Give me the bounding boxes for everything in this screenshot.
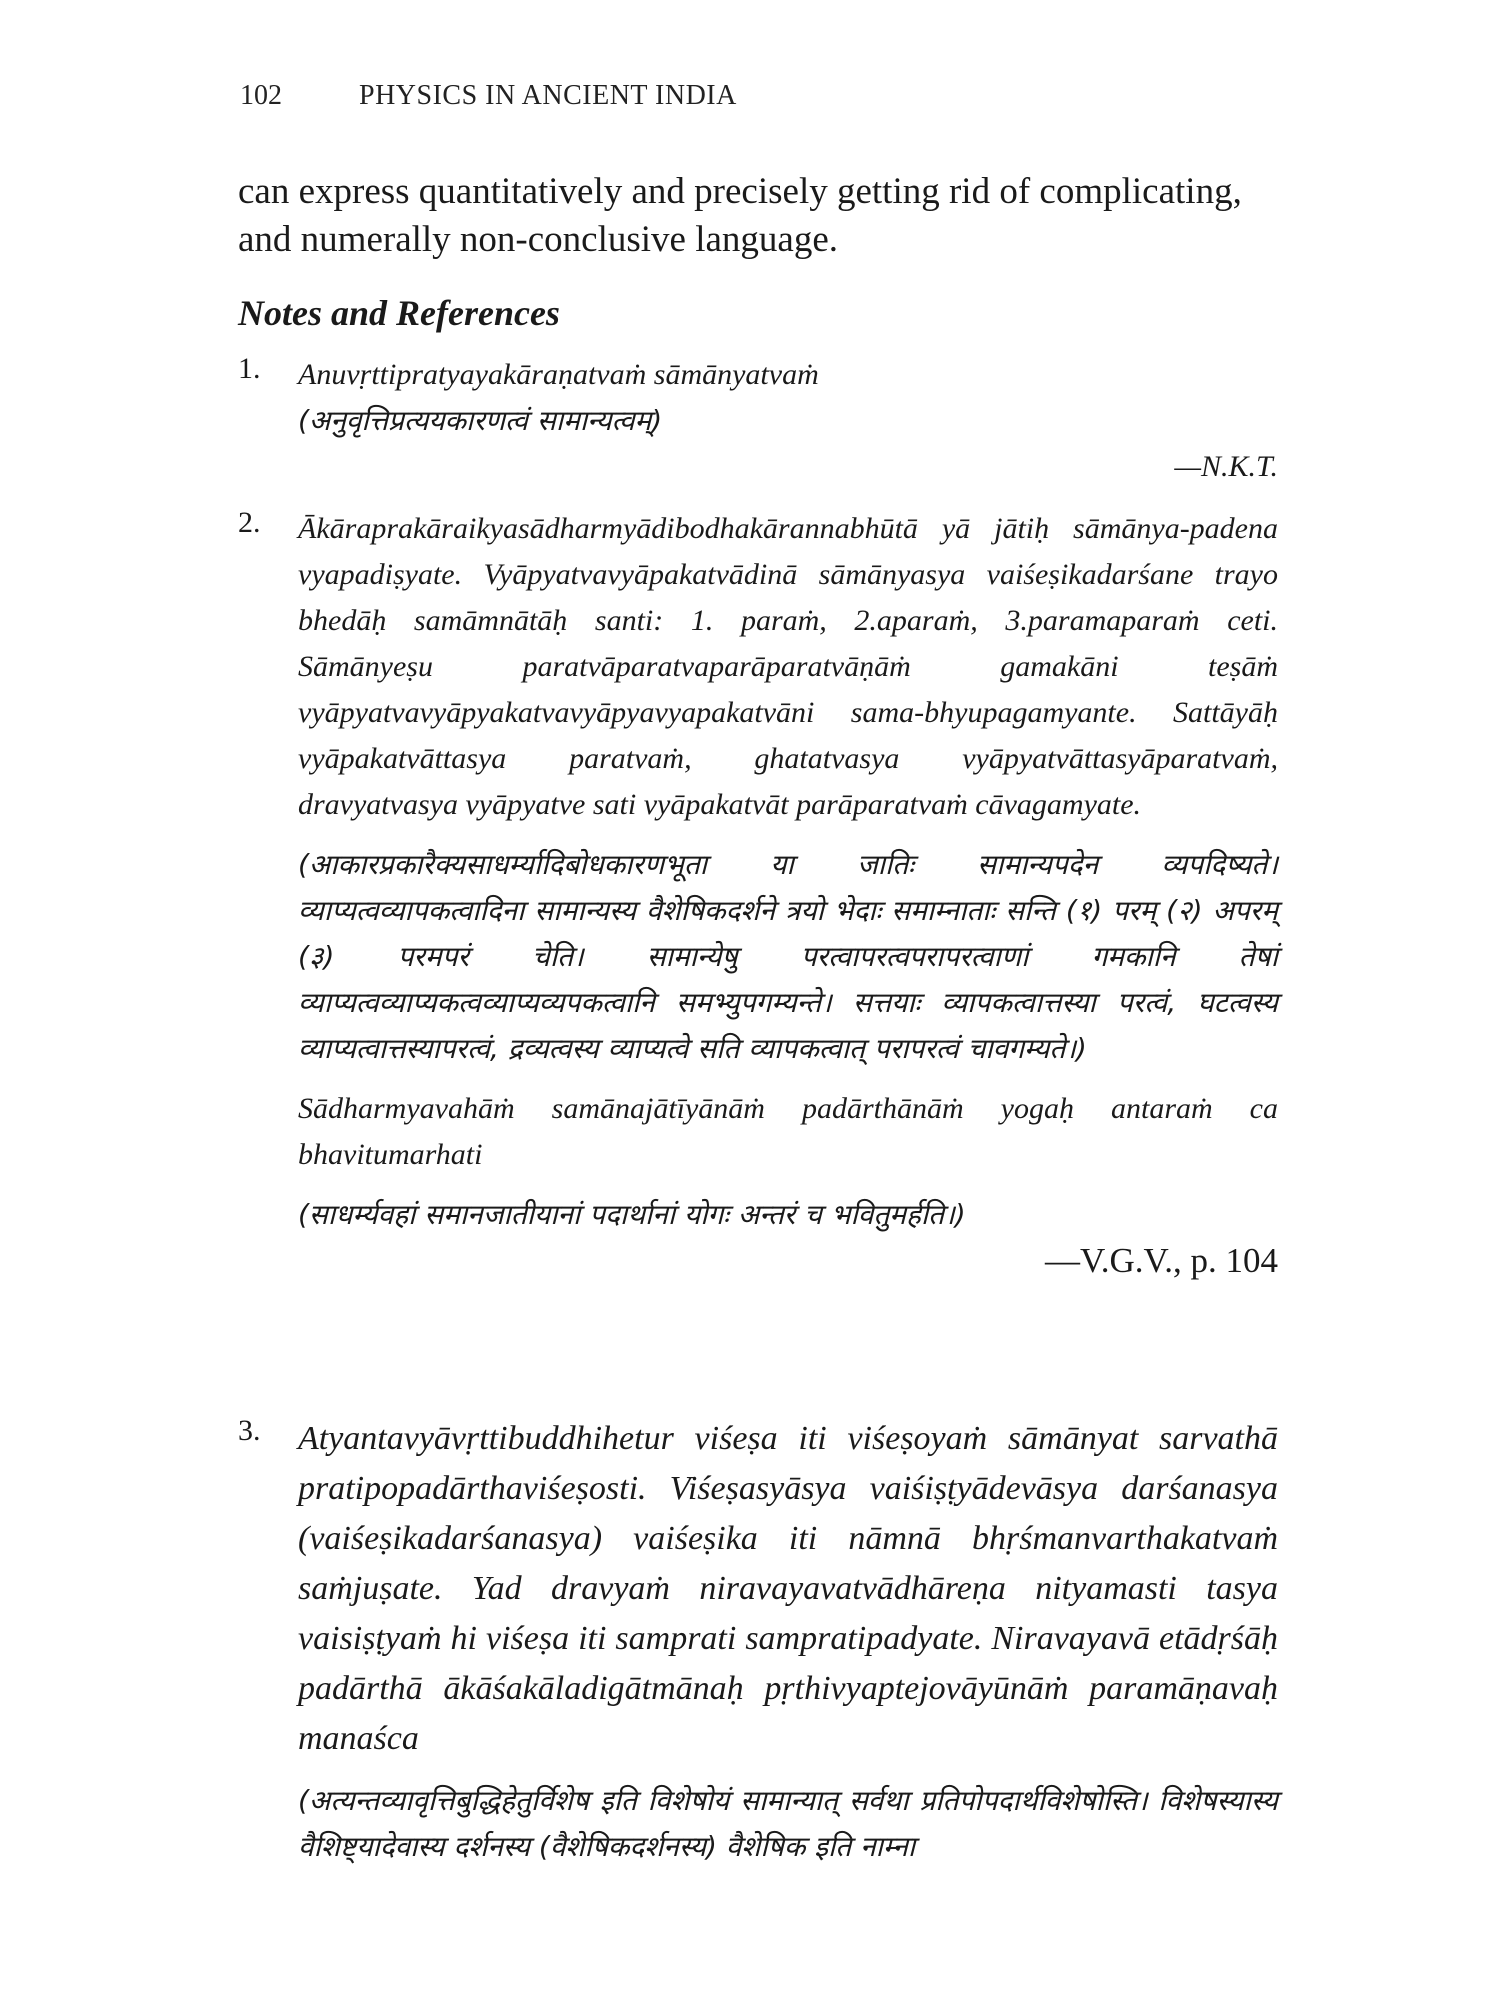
note-2 (238, 506, 1278, 1284)
note-source: —V.G.V., p. 104 (1044, 1241, 1278, 1280)
page-number: 102 (240, 80, 282, 111)
note-number: 1. (238, 352, 261, 385)
intro-paragraph: can express quantitatively and precisely getting rid of complicating, and numerally non-conclusive language. (238, 171, 1242, 260)
section-heading: Notes and References (238, 293, 560, 333)
note-devanagari-text: (आकारप्रकारैक्यसाधर्म्यादिबोधकारणभूता या जातिः सामान्यपदेन व्यपदिष्यते। व्याप्यत्वव्यापकत्वादिना सामान्यस्य वैशेषिकदर्शने त्रयो भेदाः समाम्नाताः सन्ति (१) परम् (२) अपरम् (३) परमपरं चेति। सामान्येषु परत्वापरत्वपरापरत्वाणां गमकानि तेषां व्याप्यत्वव्याप्यकत्वव्याप्यव्यपकत्वानि समभ्युपगम्यन्ते। सत्तयाः व्यापकत्वात्तस्या परत्वं, घटत्वस्य व्याप्यत्वात्तस्यापरत्वं, द्रव्यत्वस्य व्याप्यत्वे सति व्यापकत्वात् परापरत्वं चावगम्यते।) (298, 848, 1278, 1065)
note-roman-text: Atyantavyāvṛttibuddhihetur viśeṣa iti viśeṣoyaṁ sāmānyat sarvathā pratipopadārthaviśeṣosti. Viśeṣasyāsya vaiśiṣṭyādevāsya darśanasya (vaiśeṣikadarśanasya) vaiśeṣika iti nāmnā bhṛśmanvarthakatvaṁ saṁjuṣate. Yad dravyaṁ niravayavatvādhāreṇa nityamasti tasya vaisiṣṭyaṁ hi viśeṣa iti samprati sampratipadyate. Niravayavā etādṛśāḥ padārthā ākāśakāladigātmānaḥ pṛthivyaptejovāyūnāṁ paramāṇavaḥ manaśca (298, 1420, 1278, 1757)
note-roman-text: Anuvṛttipratyayakāraṇatvaṁ sāmānyatvaṁ (298, 358, 819, 391)
running-title: PHYSICS IN ANCIENT INDIA (359, 80, 737, 111)
page-header (240, 80, 737, 112)
note-1 (238, 352, 1278, 490)
note-number: 2. (238, 506, 261, 539)
note-number: 3. (238, 1414, 261, 1447)
note-roman-text-2: Sādharmyavahāṁ samānajātīyānāṁ padārthānāṁ yogaḥ antaraṁ ca bhavitumarhati (298, 1092, 1278, 1171)
note-roman-text: Ākāraprakāraikyasādharmyādibodhakārannabhūtā yā jātiḥ sāmānya-padena vyapadiṣyate. Vyāpyatvavyāpakatvādinā sāmānyasya vaiśeṣikadarśane trayo bhedāḥ samāmnātāḥ santi: 1. paraṁ, 2.aparaṁ, 3.paramaparaṁ ceti. Sāmānyeṣu paratvāparatvaparāparatvāṇāṁ gamakāni teṣāṁ vyāpyatvavyāpyakatvavyāpyavyapakatvāni sama-bhyupagamyante. Sattāyāḥ vyāpakatvāttasya paratvaṁ, ghatatvasya vyāpyatvāttasyāparatvaṁ, dravyatvasya vyāpyatve sati vyāpakatvāt parāparatvaṁ cāvagamyate. (298, 512, 1278, 821)
note-3 (238, 1414, 1278, 1870)
note-source: —N.K.T. (1174, 450, 1278, 483)
note-devanagari-text: (अत्यन्तव्यावृत्तिबुद्धिहेतुर्विशेष इति विशेषोयं सामान्यात् सर्वथा प्रतिपोपदार्थविशेषोस्ति। विशेषस्यास्य वैशिष्ट्यादेवास्य दर्शनस्य (वैशेषिकदर्शनस्य) वैशेषिक इति नाम्ना (298, 1784, 1278, 1863)
note-devanagari-text: (अनुवृत्तिप्रत्ययकारणत्वं सामान्यत्वम्) (298, 404, 663, 437)
note-devanagari-text-2: (साधर्म्यवहां समानजातीयानां पदार्थानां योगः अन्तरं च भवितुमर्हति।) (298, 1198, 966, 1231)
